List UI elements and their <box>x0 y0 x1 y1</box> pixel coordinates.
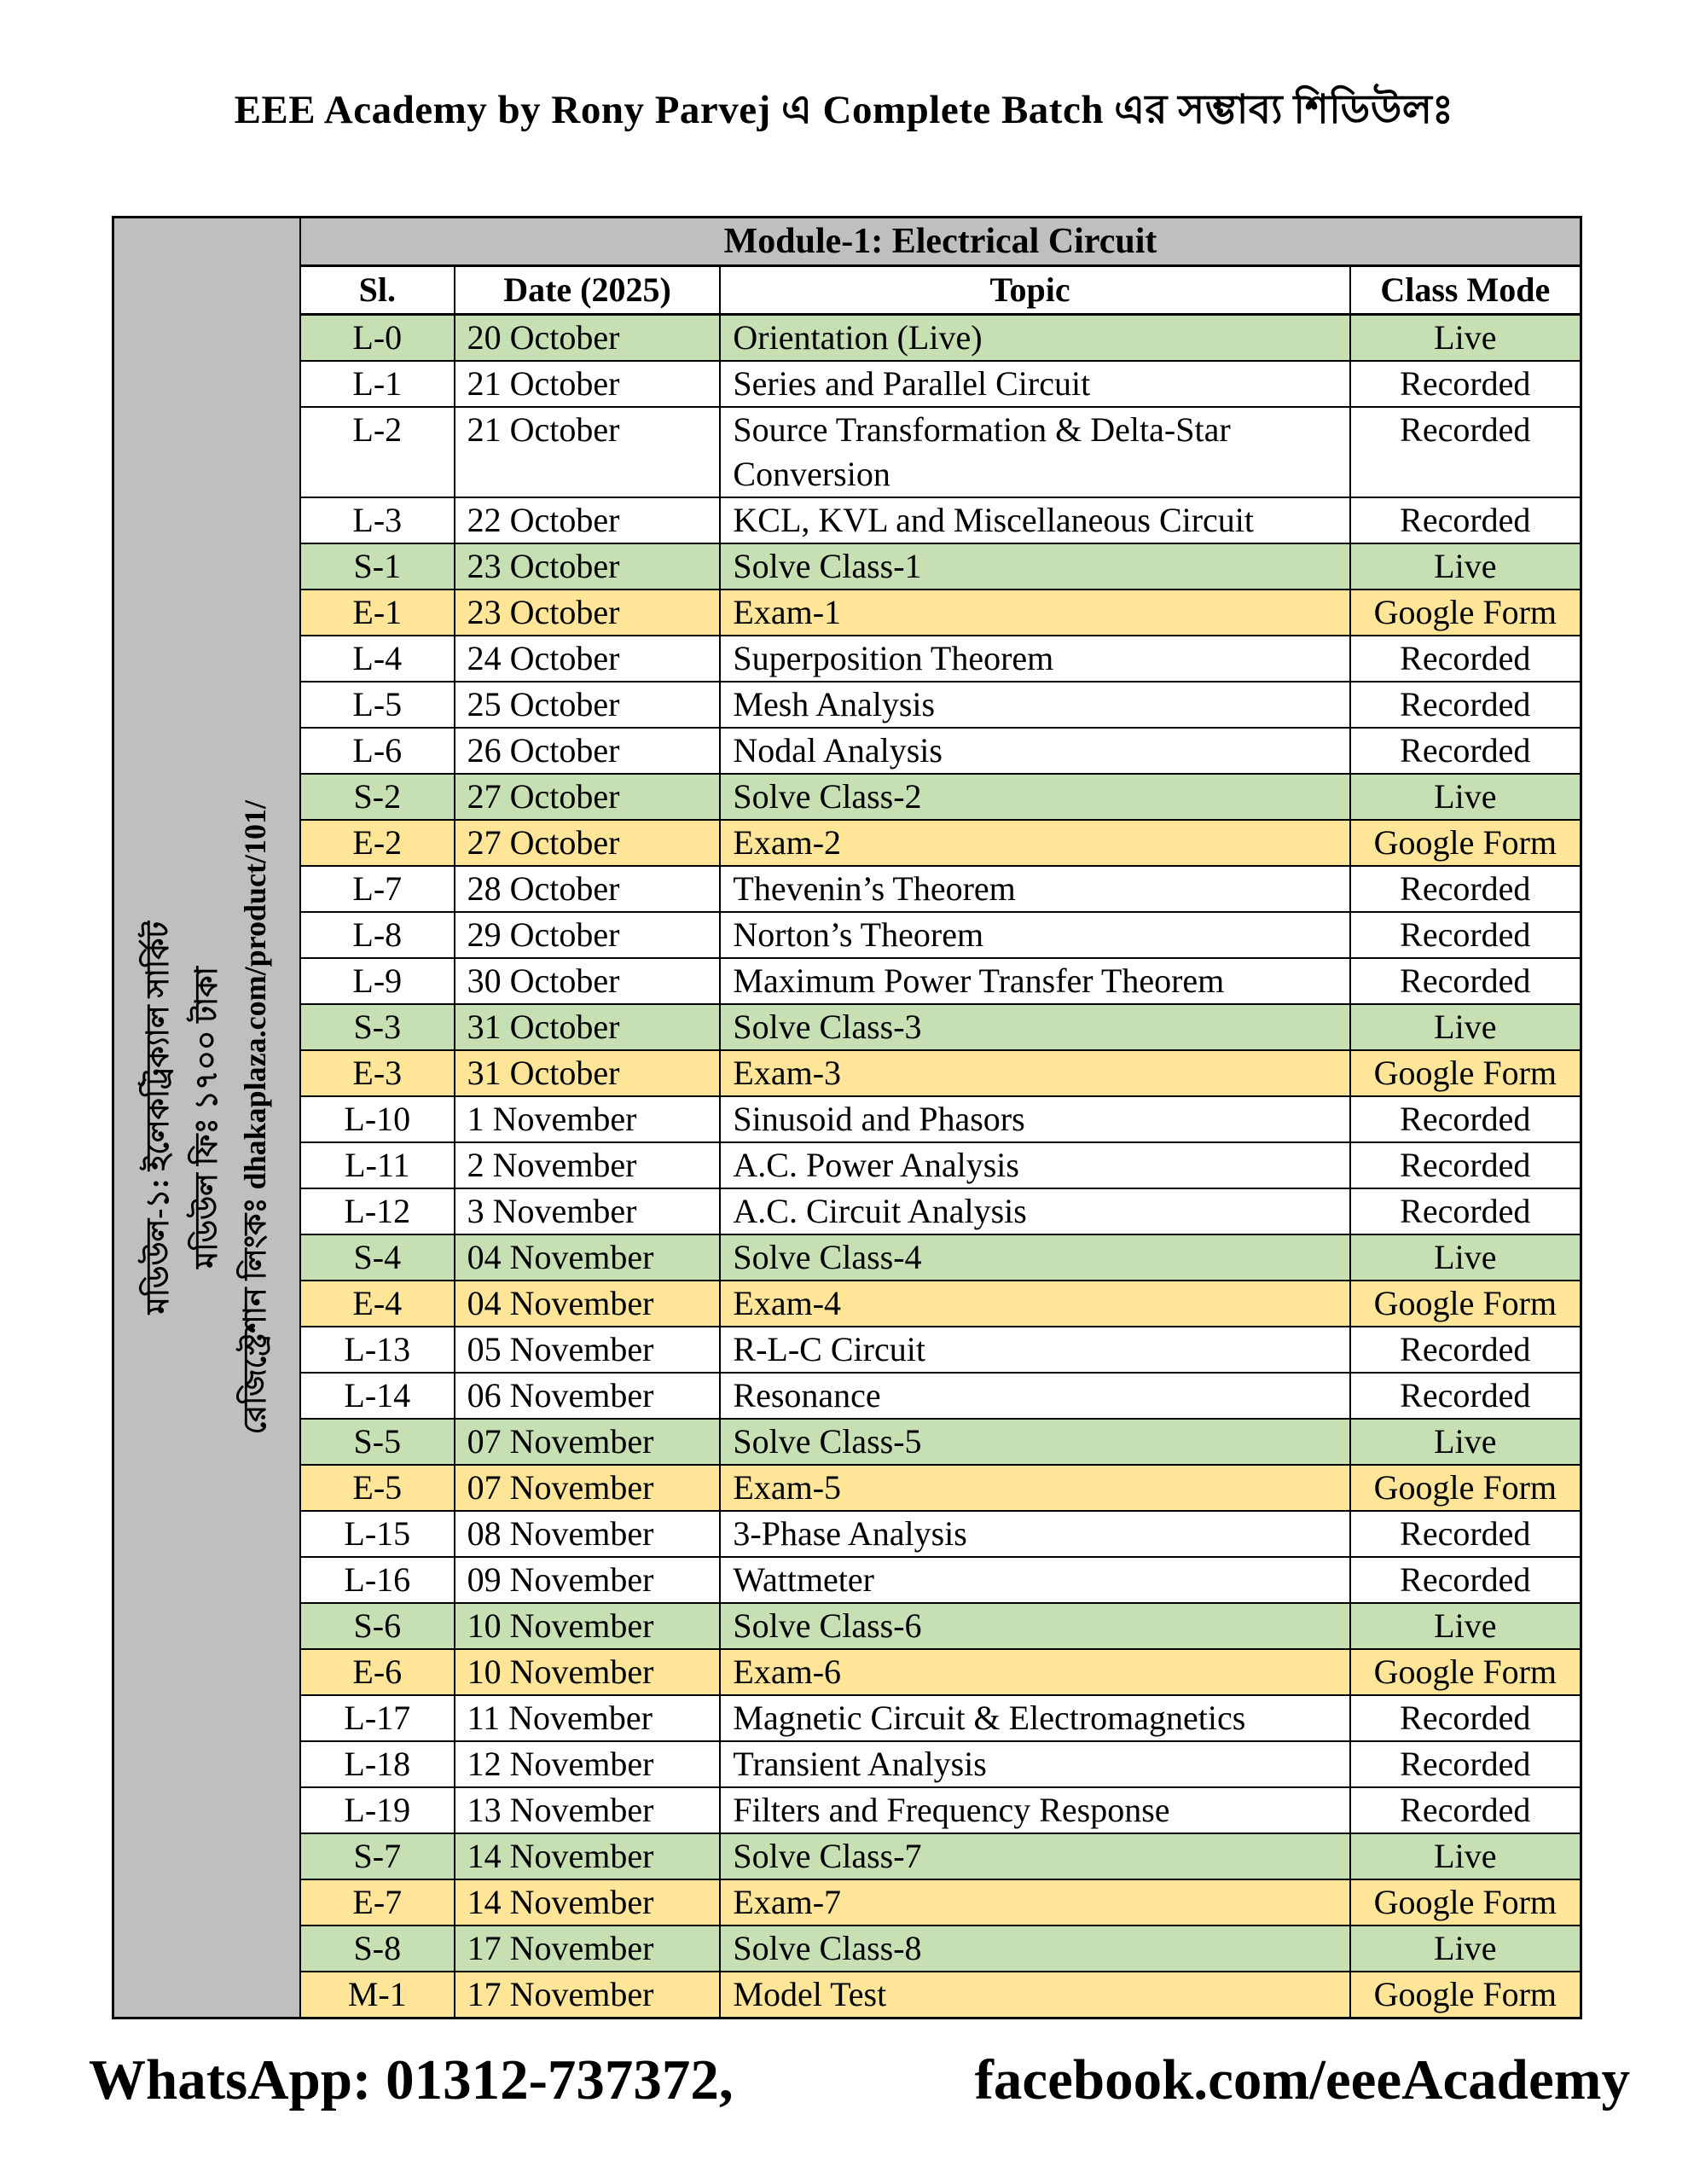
cell-mode: Recorded <box>1400 364 1531 403</box>
cell-date: 27 October <box>455 821 722 865</box>
page-title: EEE Academy by Rony Parvej এ Complete Batch এর সম্ভাব্য শিডিউলঃ <box>234 88 1454 132</box>
cell-date: 21 October <box>455 408 722 497</box>
cell-sl: S-1 <box>301 544 455 589</box>
table-row <box>301 1604 1580 1650</box>
cell-topic: Source Transformation & Delta-Star Conversion <box>721 408 1350 497</box>
cell-topic: Exam-7 <box>721 1880 1350 1925</box>
cell-mode: Recorded <box>1400 410 1531 449</box>
cell-topic: Orientation (Live) <box>721 316 1350 360</box>
cell-sl: S-6 <box>301 1604 455 1648</box>
table-row <box>301 1281 1580 1327</box>
table-row <box>301 1420 1580 1466</box>
footer <box>0 2048 1688 2113</box>
table-row <box>301 1834 1580 1880</box>
cell-date: 17 November <box>455 1926 722 1971</box>
cell-sl: L-1 <box>301 362 455 406</box>
cell-topic: KCL, KVL and Miscellaneous Circuit <box>721 498 1350 543</box>
table-row <box>301 1327 1580 1374</box>
cell-topic: Wattmeter <box>721 1558 1350 1602</box>
cell-mode: Recorded <box>1400 1192 1531 1230</box>
cell-date: 17 November <box>455 1972 722 2017</box>
footer-whatsapp: WhatsApp: 01312-737372, <box>89 2048 734 2111</box>
cell-date: 21 October <box>455 362 722 406</box>
cell-topic: Solve Class-6 <box>721 1604 1350 1648</box>
cell-sl: S-5 <box>301 1420 455 1464</box>
cell-date: 2 November <box>455 1143 722 1188</box>
cell-date: 04 November <box>455 1281 722 1326</box>
cell-topic: A.C. Circuit Analysis <box>721 1189 1350 1234</box>
cell-sl: E-2 <box>301 821 455 865</box>
cell-mode: Recorded <box>1400 1330 1531 1368</box>
cell-date: 26 October <box>455 729 722 773</box>
table-row <box>301 1097 1580 1143</box>
cell-topic: Maximum Power Transfer Theorem <box>721 959 1350 1003</box>
cell-mode: Live <box>1434 318 1497 357</box>
cell-mode: Recorded <box>1400 915 1531 954</box>
table-row <box>301 1235 1580 1281</box>
cell-sl: L-10 <box>301 1097 455 1141</box>
table-row <box>301 408 1580 498</box>
cell-mode: Recorded <box>1400 1745 1531 1783</box>
cell-sl: L-19 <box>301 1788 455 1833</box>
cell-mode: Google Form <box>1373 1975 1557 2013</box>
cell-topic: Superposition Theorem <box>721 636 1350 681</box>
cell-mode: Recorded <box>1400 1376 1531 1414</box>
cell-topic: Exam-3 <box>721 1051 1350 1095</box>
cell-date: 09 November <box>455 1558 722 1602</box>
cell-sl: S-3 <box>301 1005 455 1049</box>
cell-mode: Recorded <box>1400 731 1531 770</box>
cell-topic: 3-Phase Analysis <box>721 1512 1350 1556</box>
cell-sl: E-7 <box>301 1880 455 1925</box>
table-row <box>301 1558 1580 1604</box>
cell-sl: L-9 <box>301 959 455 1003</box>
cell-date: 13 November <box>455 1788 722 1833</box>
table-row <box>301 1742 1580 1788</box>
cell-mode: Recorded <box>1400 1100 1531 1138</box>
cell-date: 14 November <box>455 1834 722 1879</box>
cell-date: 27 October <box>455 775 722 819</box>
table-row <box>301 867 1580 913</box>
cell-topic: A.C. Power Analysis <box>721 1143 1350 1188</box>
cell-sl: L-3 <box>301 498 455 543</box>
column-header-row <box>301 267 1580 316</box>
table-row <box>301 959 1580 1005</box>
table-row <box>301 636 1580 682</box>
cell-date: 20 October <box>455 316 722 360</box>
cell-date: 30 October <box>455 959 722 1003</box>
cell-topic: Filters and Frequency Response <box>721 1788 1350 1833</box>
cell-mode: Live <box>1434 1008 1497 1046</box>
sidebar-module-fee: মডিউল ফিঃ ১৭০০ টাকা <box>189 967 223 1269</box>
table-row <box>301 1972 1580 2017</box>
cell-date: 14 November <box>455 1880 722 1925</box>
cell-date: 11 November <box>455 1696 722 1740</box>
cell-sl: L-8 <box>301 913 455 957</box>
cell-mode: Recorded <box>1400 869 1531 908</box>
cell-topic: Solve Class-5 <box>721 1420 1350 1464</box>
table-row <box>301 1788 1580 1834</box>
cell-mode: Live <box>1434 547 1497 585</box>
cell-mode: Recorded <box>1400 1699 1531 1737</box>
cell-sl: E-5 <box>301 1466 455 1510</box>
cell-date: 3 November <box>455 1189 722 1234</box>
cell-sl: S-4 <box>301 1235 455 1280</box>
cell-topic: Solve Class-1 <box>721 544 1350 589</box>
table-row <box>301 316 1580 362</box>
cell-date: 08 November <box>455 1512 722 1556</box>
cell-sl: L-12 <box>301 1189 455 1234</box>
cell-date: 07 November <box>455 1466 722 1510</box>
cell-sl: S-2 <box>301 775 455 819</box>
cell-topic: Solve Class-2 <box>721 775 1350 819</box>
table-row <box>301 913 1580 959</box>
cell-topic: Nodal Analysis <box>721 729 1350 773</box>
sidebar-module-name: মডিউল-১: ইলেকট্রিক্যাল সার্কিট <box>140 921 175 1315</box>
cell-sl: L-15 <box>301 1512 455 1556</box>
cell-mode: Google Form <box>1373 823 1557 862</box>
cell-date: 24 October <box>455 636 722 681</box>
cell-sl: E-1 <box>301 590 455 635</box>
cell-mode: Google Form <box>1373 1653 1557 1691</box>
footer-facebook: facebook.com/eeeAcademy <box>974 2048 1630 2111</box>
cell-sl: L-6 <box>301 729 455 773</box>
column-header-mode: Class Mode <box>1380 270 1551 309</box>
table-row <box>301 1051 1580 1097</box>
cell-date: 1 November <box>455 1097 722 1141</box>
cell-mode: Recorded <box>1400 1514 1531 1553</box>
cell-mode: Google Form <box>1373 593 1557 631</box>
cell-date: 04 November <box>455 1235 722 1280</box>
cell-date: 12 November <box>455 1742 722 1786</box>
cell-date: 28 October <box>455 867 722 911</box>
cell-topic: Resonance <box>721 1374 1350 1418</box>
schedule-table <box>112 216 1582 2019</box>
cell-date: 05 November <box>455 1327 722 1372</box>
column-header-sl: Sl. <box>301 267 455 313</box>
cell-mode: Google Form <box>1373 1284 1557 1322</box>
cell-date: 23 October <box>455 590 722 635</box>
table-row <box>301 1466 1580 1512</box>
cell-topic: R-L-C Circuit <box>721 1327 1350 1372</box>
cell-mode: Recorded <box>1400 685 1531 723</box>
cell-sl: M-1 <box>301 1972 455 2017</box>
cell-topic: Solve Class-8 <box>721 1926 1350 1971</box>
table-row <box>301 1696 1580 1742</box>
table-row <box>301 498 1580 544</box>
cell-sl: L-7 <box>301 867 455 911</box>
table-row <box>301 1880 1580 1926</box>
sidebar-registration-link: রেজিস্ট্রেশান লিংকঃ dhakaplaza.com/product/101/ <box>238 800 273 1435</box>
cell-sl: L-5 <box>301 682 455 727</box>
cell-mode: Recorded <box>1400 501 1531 539</box>
table-row <box>301 682 1580 729</box>
table-row <box>301 1512 1580 1558</box>
cell-topic: Exam-2 <box>721 821 1350 865</box>
cell-mode: Live <box>1434 777 1497 816</box>
cell-topic: Exam-5 <box>721 1466 1350 1510</box>
cell-date: 31 October <box>455 1051 722 1095</box>
cell-date: 06 November <box>455 1374 722 1418</box>
cell-topic: Exam-1 <box>721 590 1350 635</box>
cell-sl: E-6 <box>301 1650 455 1694</box>
cell-topic: Model Test <box>721 1972 1350 2017</box>
cell-mode: Live <box>1434 1606 1497 1645</box>
cell-sl: L-18 <box>301 1742 455 1786</box>
cell-sl: L-13 <box>301 1327 455 1372</box>
cell-sl: L-14 <box>301 1374 455 1418</box>
table-row <box>301 775 1580 821</box>
schedule-main <box>301 218 1580 2017</box>
cell-topic: Series and Parallel Circuit <box>721 362 1350 406</box>
cell-topic: Sinusoid and Phasors <box>721 1097 1350 1141</box>
cell-topic: Magnetic Circuit & Electromagnetics <box>721 1696 1350 1740</box>
cell-topic: Solve Class-3 <box>721 1005 1350 1049</box>
cell-date: 07 November <box>455 1420 722 1464</box>
table-row <box>301 1189 1580 1235</box>
table-row <box>301 1374 1580 1420</box>
cell-topic: Exam-6 <box>721 1650 1350 1694</box>
table-row <box>301 362 1580 408</box>
cell-date: 10 November <box>455 1650 722 1694</box>
cell-sl: L-2 <box>301 408 455 497</box>
module-title: Module-1: Electrical Circuit <box>301 218 1580 267</box>
cell-topic: Exam-4 <box>721 1281 1350 1326</box>
cell-date: 10 November <box>455 1604 722 1648</box>
table-row <box>301 544 1580 590</box>
cell-topic: Solve Class-7 <box>721 1834 1350 1879</box>
cell-sl: L-0 <box>301 316 455 360</box>
cell-mode: Recorded <box>1400 639 1531 677</box>
cell-topic: Mesh Analysis <box>721 682 1350 727</box>
cell-mode: Recorded <box>1400 961 1531 1000</box>
column-header-date: Date (2025) <box>455 267 722 313</box>
table-row <box>301 1005 1580 1051</box>
table-row <box>301 821 1580 867</box>
cell-mode: Google Form <box>1373 1468 1557 1507</box>
column-header-topic: Topic <box>721 267 1350 313</box>
cell-mode: Google Form <box>1373 1883 1557 1921</box>
cell-mode: Live <box>1434 1422 1497 1461</box>
cell-sl: L-17 <box>301 1696 455 1740</box>
cell-sl: E-3 <box>301 1051 455 1095</box>
cell-sl: E-4 <box>301 1281 455 1326</box>
cell-topic: Norton’s Theorem <box>721 913 1350 957</box>
cell-sl: L-16 <box>301 1558 455 1602</box>
cell-date: 25 October <box>455 682 722 727</box>
table-row <box>301 729 1580 775</box>
cell-sl: L-11 <box>301 1143 455 1188</box>
cell-date: 29 October <box>455 913 722 957</box>
cell-topic: Thevenin’s Theorem <box>721 867 1350 911</box>
cell-sl: S-7 <box>301 1834 455 1879</box>
cell-mode: Google Form <box>1373 1054 1557 1092</box>
cell-sl: L-4 <box>301 636 455 681</box>
cell-date: 23 October <box>455 544 722 589</box>
cell-mode: Recorded <box>1400 1560 1531 1599</box>
table-row <box>301 1926 1580 1972</box>
cell-mode: Live <box>1434 1238 1497 1276</box>
cell-date: 22 October <box>455 498 722 543</box>
table-row <box>301 1143 1580 1189</box>
table-row <box>301 590 1580 636</box>
cell-topic: Solve Class-4 <box>721 1235 1350 1280</box>
cell-sl: S-8 <box>301 1926 455 1971</box>
cell-date: 31 October <box>455 1005 722 1049</box>
schedule-rows <box>301 316 1580 2017</box>
cell-mode: Recorded <box>1400 1791 1531 1829</box>
sidebar-note <box>114 218 301 2017</box>
table-row <box>301 1650 1580 1696</box>
cell-mode: Live <box>1434 1837 1497 1875</box>
cell-mode: Live <box>1434 1929 1497 1967</box>
cell-mode: Recorded <box>1400 1146 1531 1184</box>
cell-topic: Transient Analysis <box>721 1742 1350 1786</box>
